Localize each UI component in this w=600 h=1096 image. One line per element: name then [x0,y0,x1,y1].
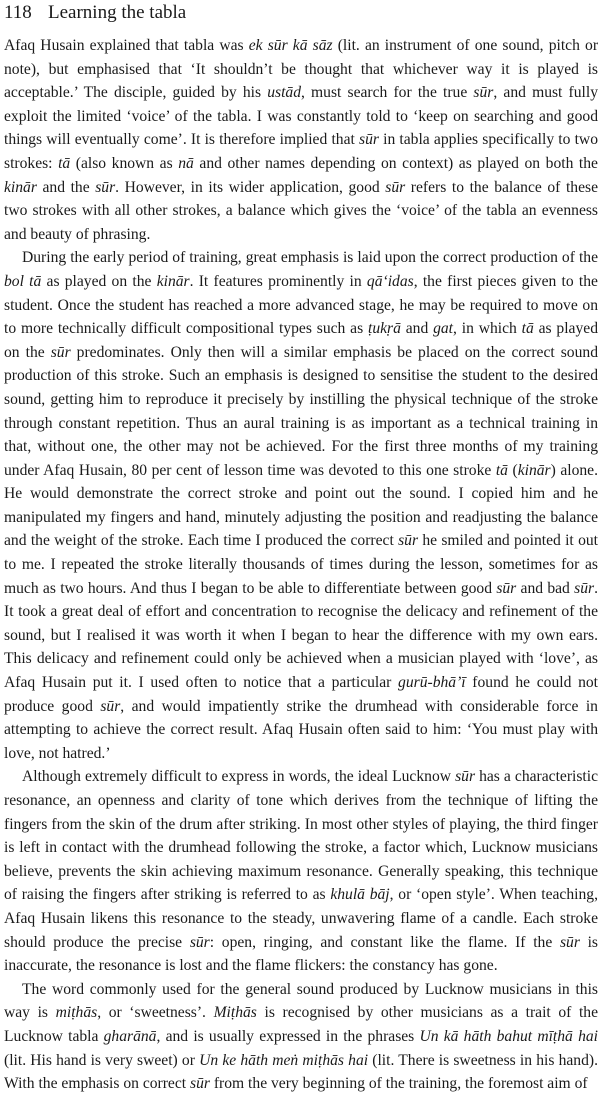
text-run: Afaq Husain explained that tabla was [4,37,249,54]
italic-term: ek sūr kā sāz [248,37,333,54]
italic-term: sūr [496,579,517,597]
italic-term: Un kā hāth bahut mīṭhā hai [419,1027,598,1045]
italic-term: khulā bāj [330,886,390,904]
italic-term: kinār [4,178,37,196]
italic-term: Miṭhās [213,1004,257,1022]
text-run: . However, in its wider application, good [115,178,386,196]
text-run: (lit. an instrument of one sound, pitch or note), but emphasised that ‘It shouldn’t be thought that whichever way it is played is acceptable.’ The disciple, guided by his [4,37,599,102]
italic-term: sūr [190,1075,210,1093]
body-paragraph [4,978,598,1096]
text-run: , in which [453,320,522,338]
text-run: is recognised by other musicians as a trait of the Lucknow tabla [4,1004,598,1045]
italic-term: sūr [95,178,116,196]
text-run: refers to the balance of these two strokes with all other strokes, a balance which gives the ‘voice’ of the tabla an evenness and beauty of phrasing. [4,178,598,243]
italic-term: sūr [385,178,406,196]
text-run: . It features prominently in [189,272,367,290]
text-run: ) alone. He would demonstrate the correct stroke and point out the sound. I copied him and he manipulated my fingers and hand, minutely adjusting the position and readjusting the balance and the weight of the stroke. Each time I produced the correct [4,461,598,550]
text-run: ( [507,461,518,479]
text-run: he smiled and pointed it out to me. I repeated the stroke literally thousands of times during the lesson, sometimes for as much as two hours. And thus I began to be able to differentiate between good [4,532,598,597]
italic-term: tā [58,154,71,172]
text-run: , and would impatiently strike the drumhead with considerable force in attempting to achieve the correct result. Afaq Husain often said to him: ‘You must play with love, not hatred.’ [4,697,598,762]
text-run: , the first pieces given to the student. Once the student has reached a more advanced stage, he may be required to move on to more technically difficult compositional types such as [4,272,598,338]
text-run: (also known as [70,154,179,172]
italic-term: Un ke hāth meṅ miṭhās hai [199,1051,369,1069]
italic-term: ṭukṛā [367,320,401,338]
text-run: : open, ringing, and constant like the flame. If the [209,933,560,951]
text-run: as played on the [4,320,598,361]
italic-term: gurū-bhā’ī [398,674,466,692]
italic-term: tā [521,320,534,338]
italic-term: kinār [156,272,190,290]
text-run: found he could not produce good [4,674,598,715]
text-run: is inaccurate, the resonance is lost and the flame flickers: the constancy has gone. [4,933,598,975]
text-run: has a characteristic resonance, an openness and clarity of tone which derives from the technique of lifting the fingers from the skin of the drum after striking. In most other styles of playing, the third finger is left in contact with the drumhead following the stroke, a factor which, Lucknow musicians believe, prevents the skin achieving maximum resonance. Generally speaking, this technique of raising the fingers after striking is referred to as [4,768,599,904]
italic-term: sūr [189,933,210,951]
text-run: and bad [516,579,575,597]
italic-term: kinār [517,461,551,479]
text-run: and [400,320,434,338]
text-run: , and is usually expressed in the phrases [156,1027,420,1045]
body-text [4,34,598,1096]
italic-term: qā‘idas [366,272,414,290]
running-title: Learning the tabla [48,2,187,23]
text-run: , or ‘sweetness’. [97,1004,214,1022]
italic-term: sūr [473,84,494,102]
text-run: (lit. There is sweetness in his hand). With the emphasis on correct [4,1051,598,1093]
italic-term: tā [495,461,508,479]
italic-term: miṭhās [55,1004,98,1022]
italic-term: sūr [455,768,476,786]
text-run: During the early period of training, great emphasis is laid upon the correct production of the [22,249,598,267]
text-run: , or ‘open style’. When teaching, Afaq Husain likens this resonance to the steady, unwavering flame of a candle. Each stroke should produce the precise [4,886,598,951]
italic-term: nā [178,154,194,172]
running-header [4,1,590,25]
text-run: , and must fully exploit the limited ‘voice’ of the tabla. I was constantly told to ‘keep on searching and good things will eventually come’. It is therefore implied that [4,84,598,149]
text-run: from the very beginning of the training, the foremost aim of [209,1075,588,1093]
body-paragraph [4,246,598,765]
text-run: (lit. His hand is very sweet) or [4,1051,200,1069]
italic-term: sūr [50,343,71,361]
italic-term: sūr [559,933,580,951]
text-run: Although extremely difficult to express in words, the ideal Lucknow [22,768,456,786]
italic-term: bol tā [4,272,42,290]
page-number: 118 [4,2,32,23]
italic-term: sūr [359,131,379,149]
text-run: , must search for the true [301,84,474,102]
text-run: and other names depending on context) as played on both the [193,154,598,172]
italic-term: sūr [574,579,595,597]
italic-term: gharānā [103,1027,157,1045]
italic-term: gat [433,320,454,338]
text-run: The word commonly used for the general sound produced by Lucknow musicians in this way is [4,980,598,1022]
body-paragraph [4,765,598,977]
italic-term: sūr [398,532,419,550]
italic-term: ustād [267,84,301,102]
body-paragraph [4,34,598,246]
italic-term: sūr [100,697,121,715]
text-run: predominates. Only then will a similar emphasis be placed on the correct sound production of this stroke. Such an emphasis is designed to sensitise the student to the desired sound, getting him to reproduce it precisely by instilling the physical technique of the stroke through constant repetition. Thus an aural training is as important as a technical training in that, without one, the other may not be achieved. For the first three months of my training under Afaq Husain, 80 per cent of lesson time was devoted to this one stroke [4,343,598,479]
text-run: and the [36,178,96,196]
text-run: . It took a great deal of effort and concentration to recognise the delicacy and refinement of the sound, but I realised it was worth it when I began to hear the difference with my own ears. This delicacy and refinement could only be achieved when a musician played with ‘love’, as Afaq Husain put it. I used often to notice that a particular [4,579,598,692]
text-run: in tabla applies specifically to two strokes: [4,131,598,172]
text-run: as played on the [41,272,157,290]
